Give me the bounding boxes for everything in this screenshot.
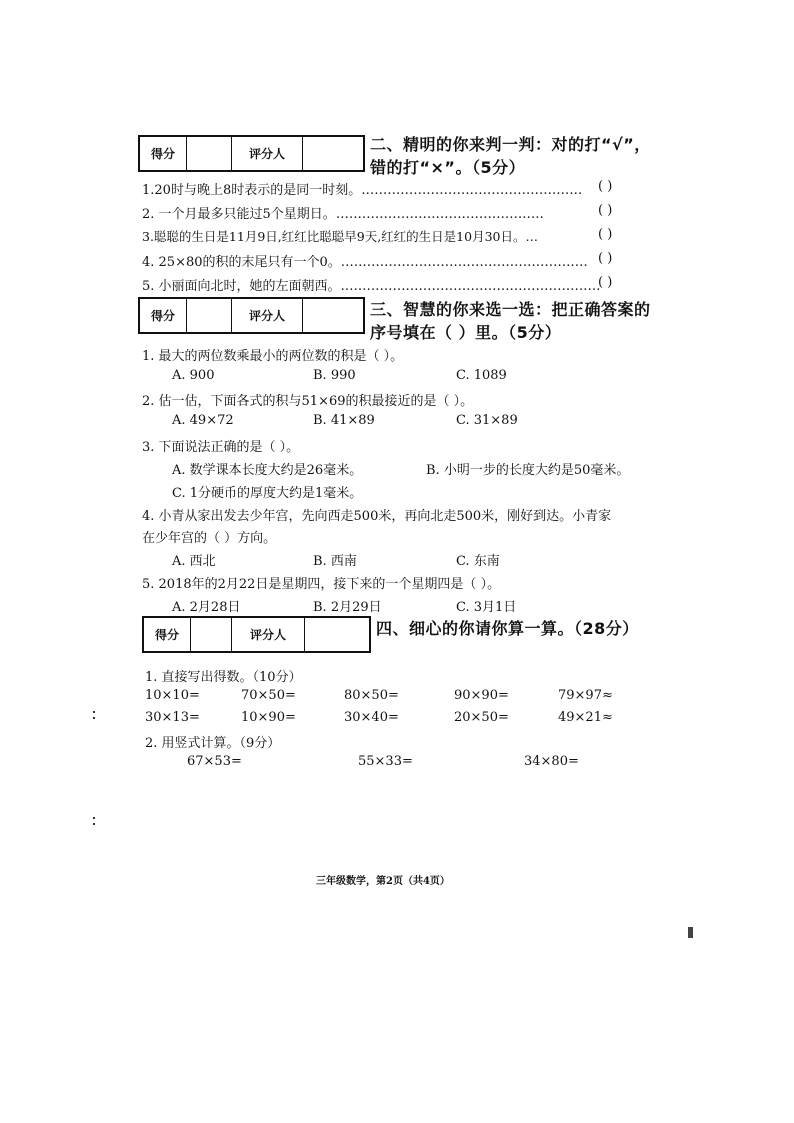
choice-q2-b: B. 41×89 [313,413,375,428]
grader-cell[interactable] [305,617,371,652]
grader-cell[interactable] [303,136,365,171]
score-cell[interactable] [191,617,232,652]
grader-label: 评分人 [232,136,303,171]
vertical-calc-1: 67×53= [187,754,242,769]
score-table-section3 [138,297,365,334]
choice-q5-a: A. 2月28日 [172,600,241,615]
judge-item-3: 3.聪聪的生日是11月9日,红红比聪聪早9天,红红的生日是10月30日。… [142,229,538,244]
grader-label: 评分人 [232,617,305,652]
scan-speck [93,817,95,819]
choice-q3-a: A. 数学课本长度大约是26毫米。 [172,463,363,478]
calc-r2-4: 20×50= [454,710,509,725]
choice-q4-line2: 在少年宫的（ ）方向。 [142,531,277,546]
calc-sub1: 1. 直接写出得数。（10分） [145,670,302,685]
section3-title-line1: 三、智慧的你来选一选：把正确答案的 [370,300,651,319]
choice-q1: 1. 最大的两位数乘最小的两位数的积是（ ）。 [142,349,404,364]
choice-q2-c: C. 31×89 [456,413,518,428]
vertical-calc-2: 55×33= [358,754,413,769]
choice-q4-c: C. 东南 [456,554,500,569]
score-label: 得分 [143,617,191,652]
score-label: 得分 [139,136,187,171]
scan-speck [93,711,95,713]
score-cell[interactable] [187,298,232,333]
choice-q5-c: C. 3月1日 [456,600,517,615]
calc-r1-4: 90×90= [454,688,509,703]
calc-r2-1: 30×13= [145,710,200,725]
grader-cell[interactable] [303,298,365,333]
judge-answer-3[interactable]: ( ) [598,227,613,242]
section4-title: 四、细心的你请你算一算。（28分） [376,619,639,638]
judge-item-1: 1.20时与晚上8时表示的是同一时刻。…………………………………………… [142,183,583,198]
score-table-section2 [138,135,365,172]
section3-title-line2: 序号填在（ ）里。（5分） [370,323,562,342]
choice-q3-c: C. 1分硬币的厚度大约是1毫米。 [172,486,363,501]
judge-answer-4[interactable]: ( ) [598,251,613,266]
choice-q3: 3. 下面说法正确的是（ ）。 [142,440,300,455]
calc-sub2: 2. 用竖式计算。（9分） [145,736,281,751]
choice-q3-b: B. 小明一步的长度大约是50毫米。 [426,463,630,478]
calc-r1-5: 79×97≈ [558,688,613,703]
vertical-calc-3: 34×80= [524,754,579,769]
judge-item-2: 2. 一个月最多只能过5个星期日。………………………………………… [142,207,544,222]
score-label: 得分 [139,298,187,333]
choice-q5-b: B. 2月29日 [313,600,382,615]
choice-q4-b: B. 西南 [313,554,357,569]
judge-answer-5[interactable]: ( ) [598,275,613,290]
choice-q4-a: A. 西北 [172,554,216,569]
calc-r2-5: 49×21≈ [558,710,613,725]
calc-r1-2: 70×50= [241,688,296,703]
section2-title-line1: 二、精明的你来判一判：对的打“√”， [370,135,651,154]
judge-item-5: 5. 小丽面向北时，她的左面朝西。…………………………………………………… [142,279,601,294]
calc-r2-3: 30×40= [344,710,399,725]
choice-q1-a: A. 900 [172,368,215,383]
choice-q1-b: B. 990 [313,368,356,383]
calc-r2-2: 10×90= [241,710,296,725]
score-table-section4 [142,616,371,653]
choice-q2: 2. 估一估，下面各式的积与51×69的积最接近的是（ ）。 [142,394,474,409]
scan-speck [93,717,95,719]
choice-q5: 5. 2018年的2月22日是星期四，接下来的一个星期四是（ ）。 [142,577,501,592]
section2-title-line2: 错的打“×”。（5分） [370,158,526,177]
judge-answer-1[interactable]: ( ) [598,179,613,194]
judge-answer-2[interactable]: ( ) [598,203,613,218]
scan-mark [688,927,693,938]
choice-q1-c: C. 1089 [456,368,507,383]
choice-q2-a: A. 49×72 [172,413,234,428]
scan-speck [93,823,95,825]
grader-label: 评分人 [232,298,303,333]
page-footer: 三年级数学，第2页（共4页） [316,876,450,887]
judge-item-4: 4. 25×80的积的末尾只有一个0。………………………………………………… [142,255,588,270]
calc-r1-1: 10×10= [145,688,200,703]
score-cell[interactable] [187,136,232,171]
choice-q4-line1: 4. 小青从家出发去少年宫，先向西走500米，再向北走500米，刚好到达。小青家 [142,509,612,524]
calc-r1-3: 80×50= [344,688,399,703]
